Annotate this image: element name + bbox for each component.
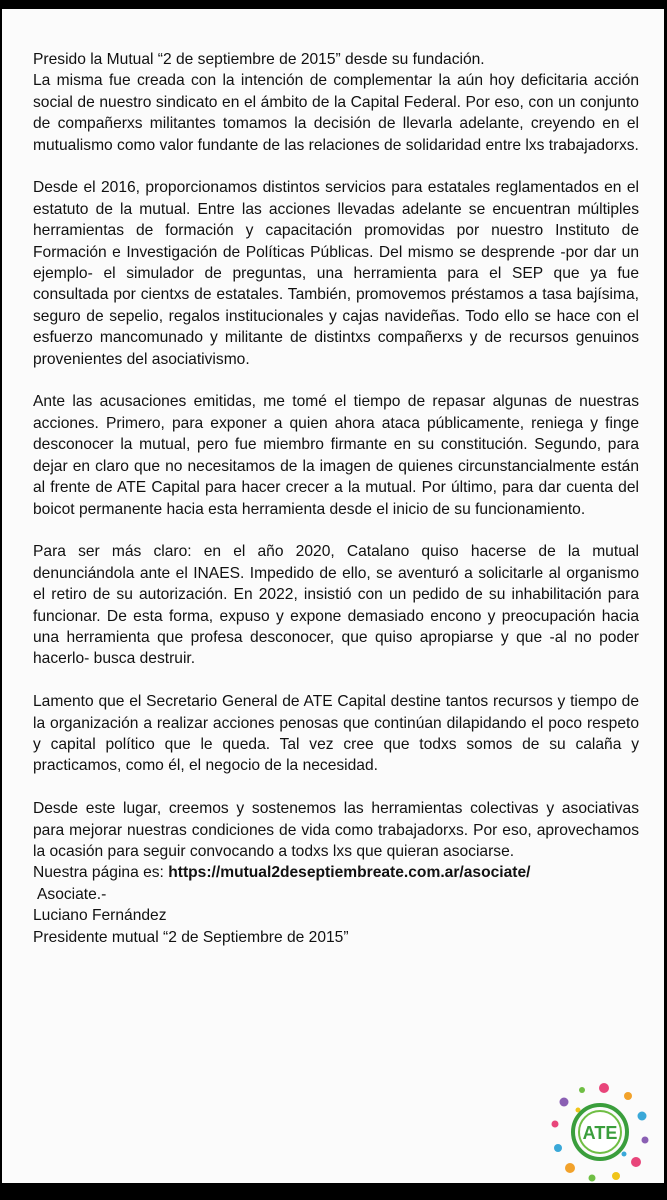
paragraph-accusations: Ante las acusaciones emitidas, me tomé el tiempo de repasar algunas de nuestras acciones. Primero, para exponer a quien ahora ataca públicamente, reniega y finge desconocer la mutual, pero fue miembro firmante en su constitución. Segundo, para dejar en claro que no necesitamos de la imagen de quienes circunstancialmente están al frente de ATE Capital para hacer crecer a la mutual. Por último, para dar cuenta del boicot permanente hacia esta herramienta desde el inicio de su funcionamiento. [33,393,639,518]
closing-line: Asociate.- [37,885,107,903]
paragraph-intro: Presido la Mutual “2 de septiembre de 2015” desde su fundación. [33,51,485,68]
ate-logo-icon [548,1080,652,1184]
signature-name: Luciano Fernández [33,907,167,925]
paragraph-invitation: Desde este lugar, creemos y sostenemos las herramientas colectivas y asociativas para mejorar nuestras condiciones de vida como trabajadorxs. Por eso, aprovechamos la ocasión para seguir convocando a todxs lxs que quieran asociarse. [33,800,639,860]
website-link[interactable]: https://mutual2deseptiembreate.com.ar/asociate/ [168,864,531,882]
paragraph-lament: Lamento que el Secretario General de ATE Capital destine tantos recursos y tiempo de la organización a realizar acciones penosas que continúan dilapidando el poco respeto y capital político que le queda. Tal vez cree que todxs somos de su calaña y practicamos, como él, el negocio de la necesidad. [33,693,639,775]
top-black-bar [0,0,667,9]
paragraph-services: Desde el 2016, proporcionamos distintos servicios para estatales reglamentados en el estatuto de la mutual. Entre las acciones llevadas adelante se encuentran múltiples herramientas de formación y capacitación promovidas por nuestro Instituto de Formación e Investigación de Políticas Públicas. Del mismo se desprende -por dar un ejemplo- el simulador de preguntas, una herramienta para el SEP que ya fue consultada por cientxs de estatales. También, promovemos préstamos a tasa bajísima, seguro de sepelio, regalos institucionales y cajas navideñas. Todo ello se hace con el esfuerzo mancomunado y militante de distintxs compañerxs y de recursos genuinos provenientes del asociativismo. [33,179,639,368]
letter-body [33,49,639,948]
signature-title: Presidente mutual “2 de Septiembre de 2015” [33,928,349,946]
logo-text: ATE [582,1123,618,1143]
letter-page [0,9,667,1183]
website-prefix: Nuestra página es: [33,864,169,882]
paragraph-history: Para ser más claro: en el año 2020, Catalano quiso hacerse de la mutual denunciándola ante el INAES. Impedido de ello, se aventuró a solicitarle al organismo el retiro de su autorización. En 2022, insistió con un pedido de su inhabilitación para funcionar. De esta forma, expuso y expone demasiado encono y preocupación hacia una herramienta que profesa desconocer, que quiso apropiarse y que -al no poder hacerlo- busca destruir. [33,543,639,668]
website-line [33,862,639,883]
bottom-black-bar [0,1183,667,1200]
paragraph-origin: La misma fue creada con la intención de complementar la aún hoy deficitaria acción social de nuestro sindicato en el ámbito de la Capital Federal. Por eso, con un conjunto de compañerxs militantes tomamos la decisión de llevarla adelante, creyendo en el mutualismo como valor fundante de las relaciones de solidaridad entre lxs trabajadorxs. [33,72,639,154]
